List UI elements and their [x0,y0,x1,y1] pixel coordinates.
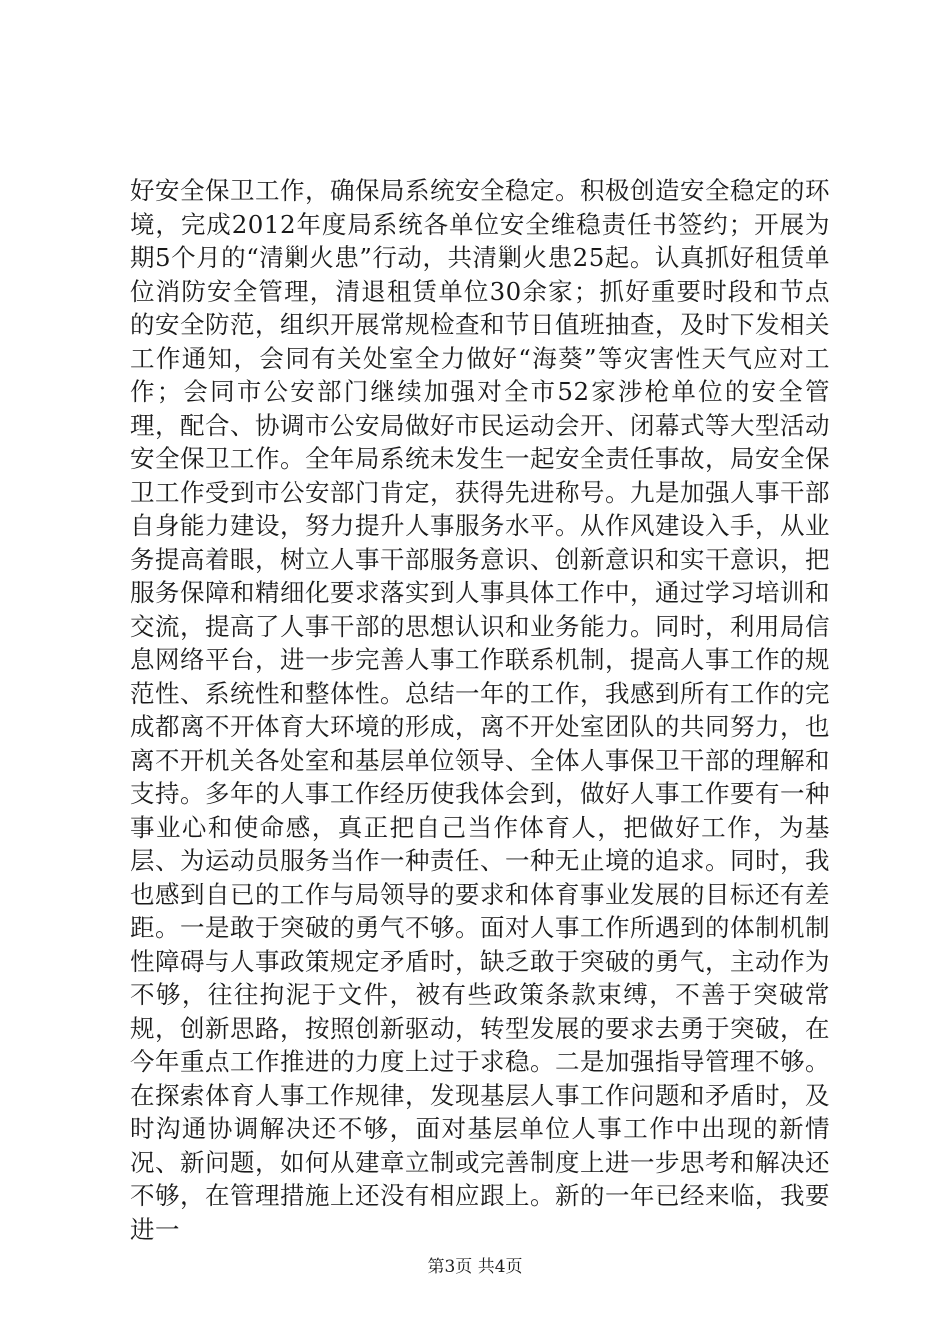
body-paragraph: 好安全保卫工作，确保局系统安全稳定。积极创造安全稳定的环境，完成2012年度局系统各单位安全维稳责任书签约；开展为期5个月的“清剿火患”行动，共清剿火患25起。认真抓好租赁单位消防安全管理，清退租赁单位30余家；抓好重要时段和节点的安全防范，组织开展常规检查和节日值班抽查，及时下发相关工作通知，会同有关处室全力做好“海葵”等灾害性天气应对工作；会同市公安部门继续加强对全市52家涉枪单位的安全管理，配合、协调市公安局做好市民运动会开、闭幕式等大型活动安全保卫工作。全年局系统未发生一起安全责任事故，局安全保卫工作受到市公安部门肯定，获得先进称号。九是加强人事干部自身能力建设，努力提升人事服务水平。从作风建设入手，从业务提高着眼，树立人事干部服务意识、创新意识和实干意识，把服务保障和精细化要求落实到人事具体工作中，通过学习培训和交流，提高了人事干部的思想认识和业务能力。同时，利用局信息网络平台，进一步完善人事工作联系机制，提高人事工作的规范性、系统性和整体性。总结一年的工作，我感到所有工作的完成都离不开体育大环境的形成，离不开处室团队的共同努力，也离不开机关各处室和基层单位领导、全体人事保卫干部的理解和支持。多年的人事工作经历使我体会到，做好人事工作要有一种事业心和使命感，真正把自己当作体育人，把做好工作，为基层、为运动员服务当作一种责任、一种无止境的追求。同时，我也感到自已的工作与局领导的要求和体育事业发展的目标还有差距。一是敢于突破的勇气不够。面对人事工作所遇到的体制机制性障碍与人事政策规定矛盾时，缺乏敢于突破的勇气，主动作为不够，往往拘泥于文件，被有些政策条款束缚，不善于突破常规，创新思路，按照创新驱动，转型发展的要求去勇于突破，在今年重点工作推进的力度上过于求稳。二是加强指导管理不够。在探索体育人事工作规律，发现基层人事工作问题和矛盾时，及时沟通协调解决还不够，面对基层单位人事工作中出现的新情况、新问题，如何从建章立制或完善制度上进一步思考和解决还不够，在管理措施上还没有相应跟上。新的一年已经来临，我要进一 [130,176,830,1244]
page-number-footer: 第3页 共4页 [427,1257,523,1277]
